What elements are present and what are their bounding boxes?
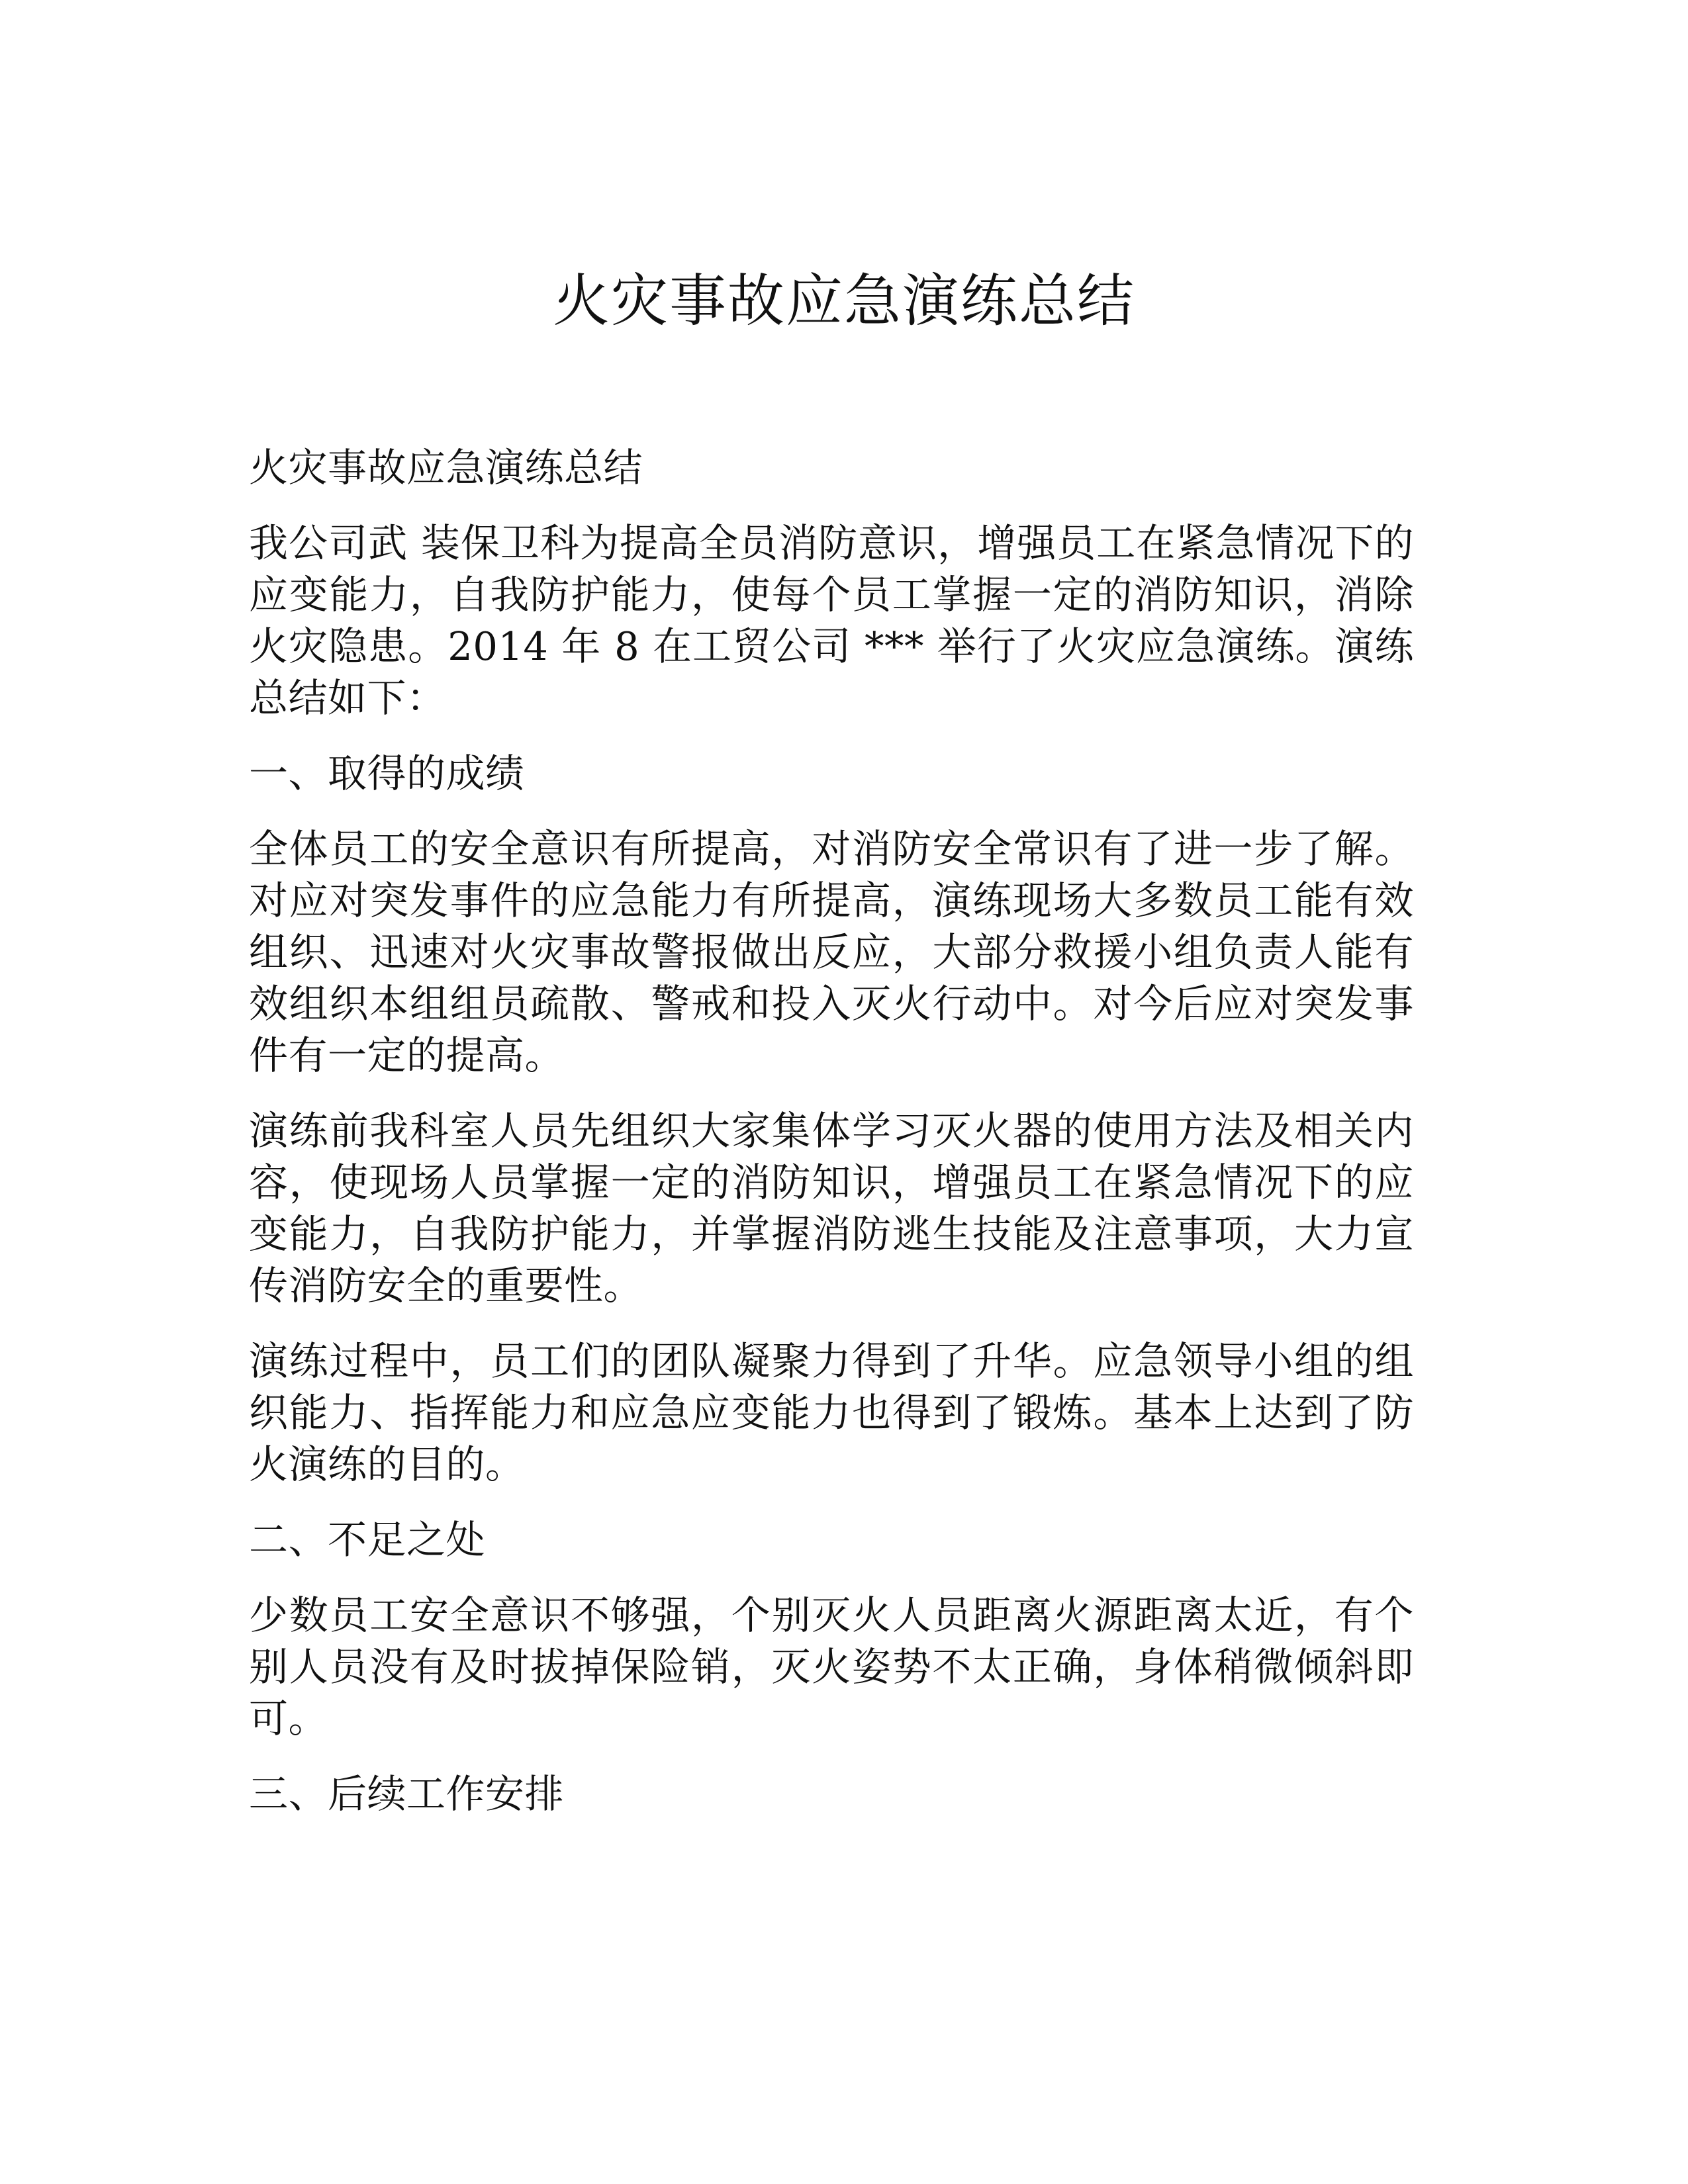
section-heading-shortcomings: 二、不足之处 xyxy=(249,1517,486,1563)
paragraph-shortcomings: 少数员工安全意识不够强，个别灭火人员距离火源距离太近，有个别人员没有及时拔掉保险销，灭火姿势不太正确，身体稍微倾斜即可。 xyxy=(249,1592,1414,1741)
paragraph-intro: 我公司武 装保卫科为提高全员消防意识，增强员工在紧急情况下的应变能力，自我防护能力，使每个员工掌握一定的消防知识，消除火灾隐患。2014 年 8 在工贸公司 *** 举行了火灾应急演练。演练总结如下： xyxy=(249,520,1414,721)
document-title: 火灾事故应急演练总结 xyxy=(553,268,1135,334)
paragraph-achievements-2: 演练前我科室人员先组织大家集体学习灭火器的使用方法及相关内容，使现场人员掌握一定的消防知识，增强员工在紧急情况下的应变能力，自我防护能力，并掌握消防逃生技能及注意事项，大力宣传消防安全的重要性。 xyxy=(249,1108,1414,1308)
paragraph-subtitle: 火灾事故应急演练总结 xyxy=(249,445,643,490)
paragraph-achievements-3: 演练过程中，员工们的团队凝聚力得到了升华。应急领导小组的组织能力、指挥能力和应急应变能力也得到了锻炼。基本上达到了防火演练的目的。 xyxy=(249,1338,1414,1487)
section-heading-followup: 三、后续工作安排 xyxy=(249,1771,565,1817)
paragraph-achievements-1: 全体员工的安全意识有所提高，对消防安全常识有了进一步了解。对应对突发事件的应急能力有所提高，演练现场大多数员工能有效组织、迅速对火灾事故警报做出反应，大部分救援小组负责人能有效组织本组组员疏散、警戒和投入灭火行动中。对今后应对突发事件有一定的提高。 xyxy=(249,826,1414,1078)
section-heading-achievements: 一、取得的成绩 xyxy=(249,751,525,796)
document-body xyxy=(249,442,1414,1844)
